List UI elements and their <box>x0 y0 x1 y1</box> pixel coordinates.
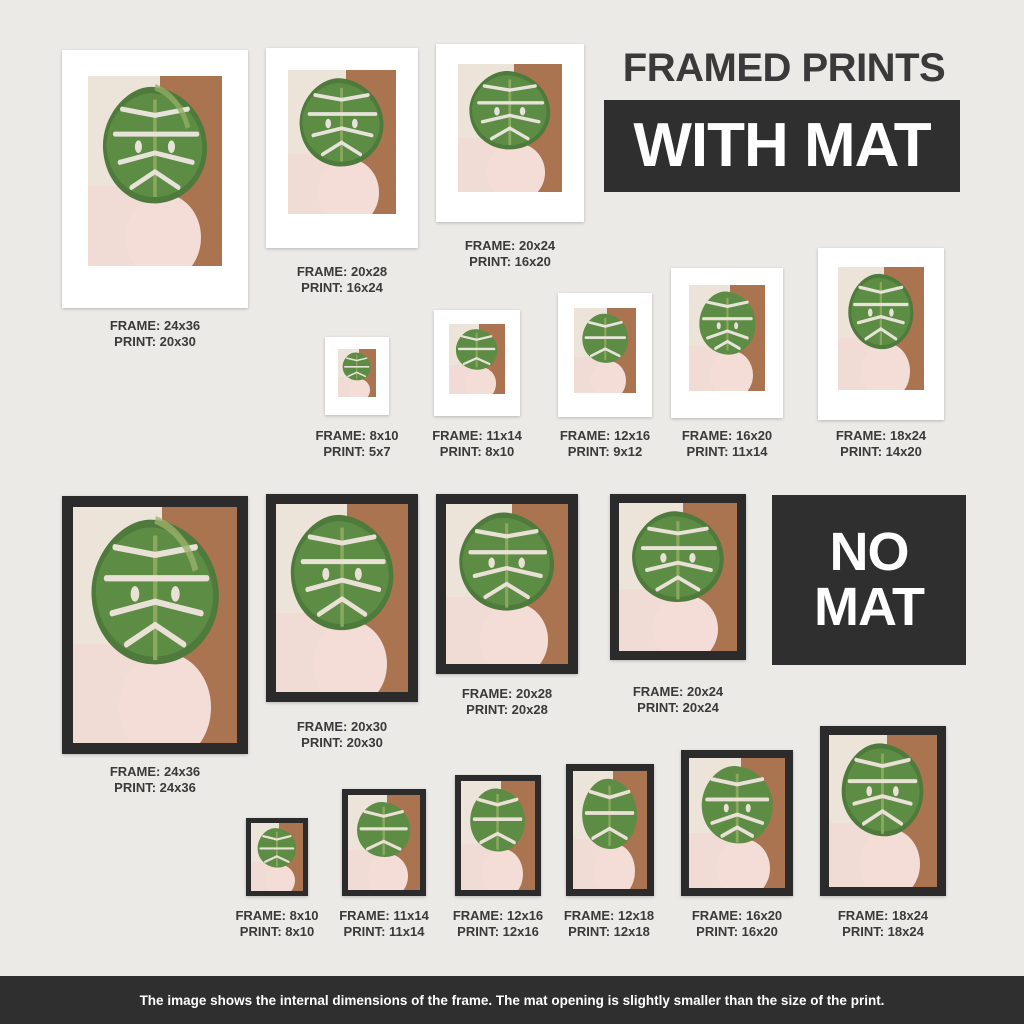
artwork <box>829 735 937 887</box>
caption-print-size: PRINT: 11x14 <box>686 444 768 460</box>
caption-frame-size: FRAME: 16x20 <box>681 428 773 443</box>
caption-print-size: PRINT: 16x24 <box>301 280 383 296</box>
artwork <box>574 308 636 393</box>
frame-no-mat-20x30[interactable] <box>266 494 418 702</box>
caption-frame-size: FRAME: 11x14 <box>432 428 522 443</box>
heading-with-mat: WITH MAT <box>604 100 960 192</box>
caption-frame-size: FRAME: 18x24 <box>835 428 927 443</box>
frame-with-mat-8x10[interactable] <box>325 337 389 415</box>
frame-with-mat-16x20[interactable] <box>671 268 783 418</box>
frame-no-mat-11x14[interactable] <box>342 789 426 896</box>
artwork <box>348 795 420 890</box>
caption-print-size: PRINT: 5x7 <box>323 444 391 460</box>
caption-print-size: PRINT: 20x30 <box>301 735 383 751</box>
artwork <box>689 285 765 391</box>
caption-print-size: PRINT: 16x20 <box>469 254 551 270</box>
caption-frame-size: FRAME: 12x16 <box>452 908 544 923</box>
artwork <box>449 324 505 394</box>
artwork <box>446 504 568 664</box>
caption-with-mat-18x24 <box>786 428 976 461</box>
heading-no-mat-line1: NO <box>829 521 909 582</box>
frame-no-mat-8x10[interactable] <box>246 818 308 896</box>
artwork <box>689 758 785 888</box>
caption-print-size: PRINT: 8x10 <box>439 444 515 460</box>
caption-print-size: PRINT: 12x16 <box>457 924 539 940</box>
frame-with-mat-11x14[interactable] <box>434 310 520 416</box>
frame-no-mat-12x18[interactable] <box>566 764 654 896</box>
frame-no-mat-12x16[interactable] <box>455 775 541 896</box>
caption-no-mat-18x24 <box>788 908 978 941</box>
caption-no-mat-20x28 <box>412 686 602 719</box>
caption-frame-size: FRAME: 12x16 <box>559 428 651 443</box>
caption-no-mat-20x24 <box>583 684 773 717</box>
caption-print-size: PRINT: 16x20 <box>696 924 778 940</box>
caption-frame-size: FRAME: 24x36 <box>109 318 201 333</box>
caption-frame-size: FRAME: 16x20 <box>691 908 783 923</box>
frame-no-mat-18x24[interactable] <box>820 726 946 896</box>
frame-with-mat-18x24[interactable] <box>818 248 944 420</box>
frame-no-mat-16x20[interactable] <box>681 750 793 896</box>
caption-frame-size: FRAME: 20x24 <box>464 238 556 253</box>
caption-with-mat-24x36 <box>60 318 250 351</box>
frame-with-mat-24x36[interactable] <box>62 50 248 308</box>
caption-print-size: PRINT: 9x12 <box>567 444 643 460</box>
caption-frame-size: FRAME: 18x24 <box>837 908 929 923</box>
frame-no-mat-20x28[interactable] <box>436 494 578 674</box>
frame-with-mat-20x24[interactable] <box>436 44 584 222</box>
caption-print-size: PRINT: 20x28 <box>466 702 548 718</box>
caption-print-size: PRINT: 20x24 <box>637 700 719 716</box>
caption-print-size: PRINT: 24x36 <box>114 780 196 796</box>
caption-frame-size: FRAME: 24x36 <box>109 764 201 779</box>
artwork <box>288 70 396 214</box>
caption-print-size: PRINT: 8x10 <box>239 924 315 940</box>
frame-with-mat-20x28[interactable] <box>266 48 418 248</box>
frame-with-mat-12x16[interactable] <box>558 293 652 417</box>
artwork <box>619 503 737 651</box>
artwork <box>251 823 303 891</box>
caption-frame-size: FRAME: 12x18 <box>563 908 655 923</box>
frame-no-mat-20x24[interactable] <box>610 494 746 660</box>
artwork <box>73 507 237 743</box>
artwork <box>461 781 535 890</box>
footer-note: The image shows the internal dimensions of the frame. The mat opening is slightly smaller than the size of the print. <box>0 976 1024 1024</box>
heading-framed-prints: FRAMED PRINTS <box>622 46 946 90</box>
caption-frame-size: FRAME: 20x24 <box>632 684 724 699</box>
caption-print-size: PRINT: 11x14 <box>343 924 425 940</box>
caption-print-size: PRINT: 12x18 <box>568 924 650 940</box>
artwork <box>338 349 376 397</box>
caption-frame-size: FRAME: 8x10 <box>235 908 319 923</box>
caption-print-size: PRINT: 18x24 <box>842 924 924 940</box>
caption-frame-size: FRAME: 8x10 <box>315 428 399 443</box>
artwork <box>573 771 647 889</box>
caption-frame-size: FRAME: 20x30 <box>296 719 388 734</box>
artwork <box>458 64 562 192</box>
caption-print-size: PRINT: 14x20 <box>840 444 922 460</box>
artwork <box>276 504 408 692</box>
caption-with-mat-20x24 <box>415 238 605 271</box>
caption-frame-size: FRAME: 20x28 <box>461 686 553 701</box>
frame-no-mat-24x36[interactable] <box>62 496 248 754</box>
caption-no-mat-24x36 <box>60 764 250 797</box>
caption-frame-size: FRAME: 11x14 <box>339 908 429 923</box>
heading-no-mat <box>772 495 966 665</box>
caption-print-size: PRINT: 20x30 <box>114 334 196 350</box>
artwork <box>88 76 222 266</box>
artwork <box>838 267 924 390</box>
caption-frame-size: FRAME: 20x28 <box>296 264 388 279</box>
heading-no-mat-line2: MAT <box>814 577 924 637</box>
caption-no-mat-20x30 <box>247 719 437 752</box>
caption-with-mat-20x28 <box>247 264 437 297</box>
